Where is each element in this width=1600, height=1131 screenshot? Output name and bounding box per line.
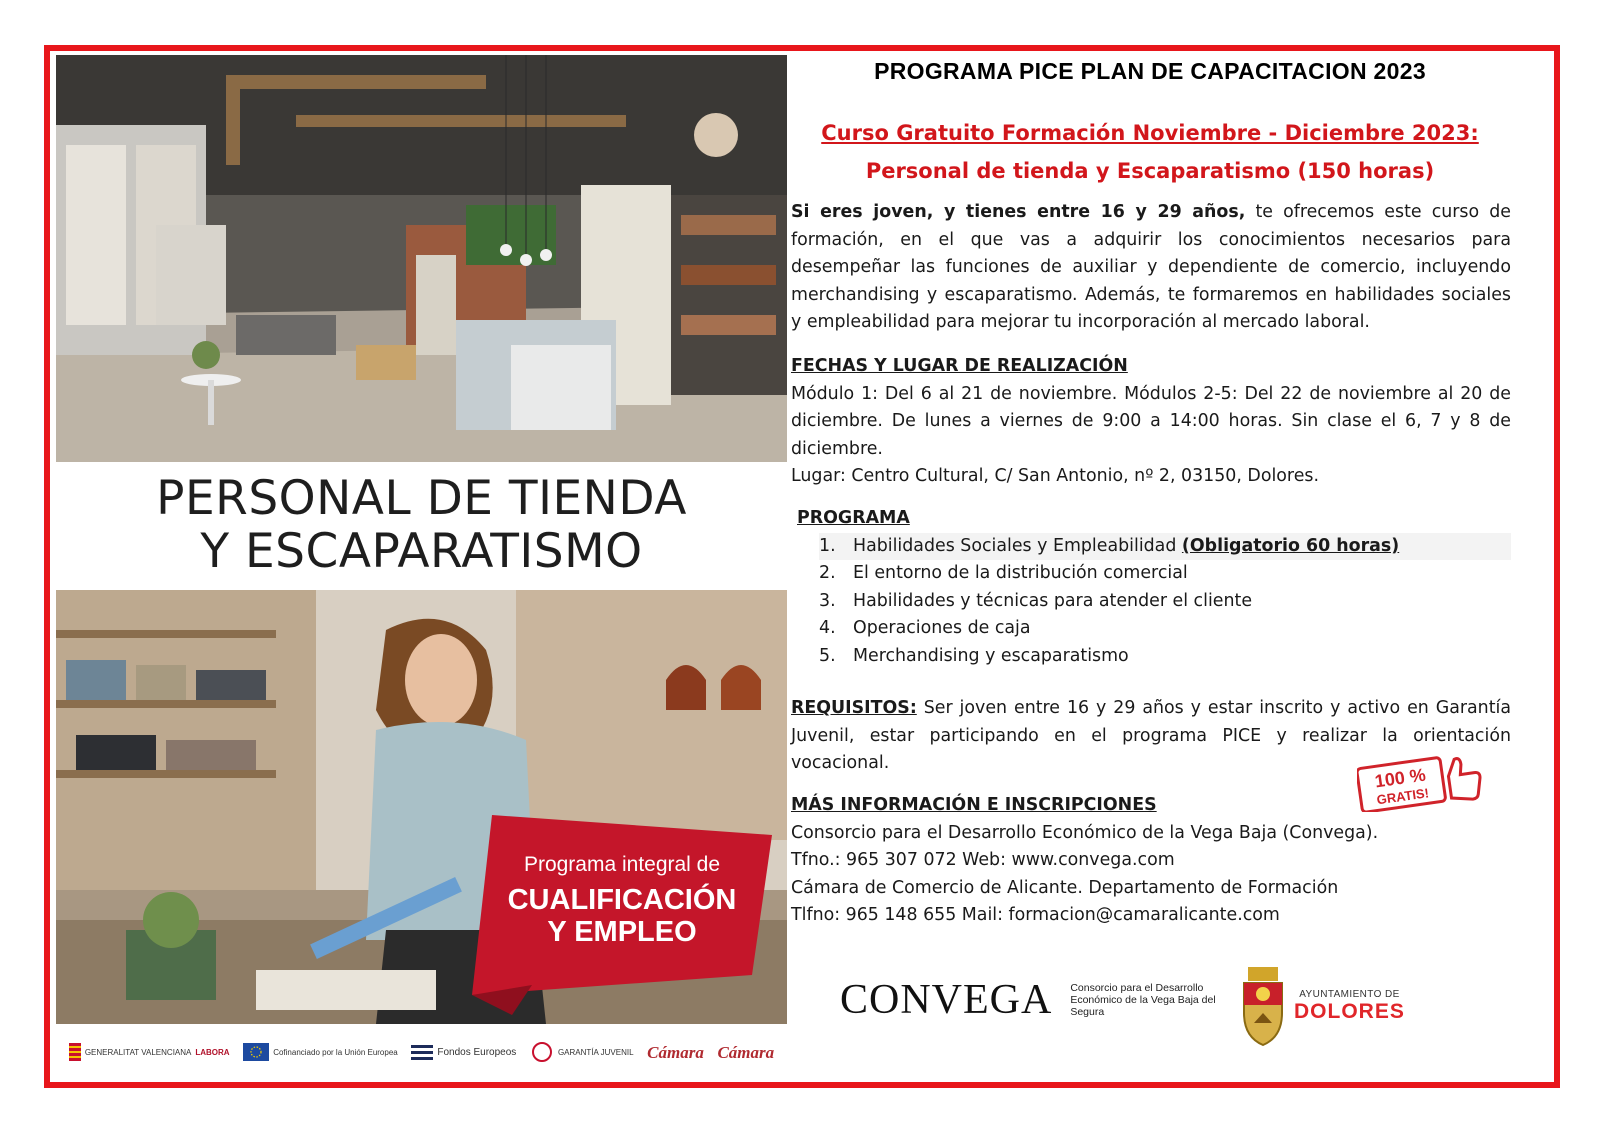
course-poster (56, 55, 787, 1079)
requisitos-text: Ser joven entre 16 y 29 años y estar inscrito y activo en Garantía Juvenil, estar participando en el programa PICE y realizar la orientación vocacional. (791, 698, 1511, 773)
list-item: 2. El entorno de la distribución comercial (819, 563, 1188, 583)
convega-name: CONVEGA (840, 977, 1053, 1023)
list-item: 1. Habilidades Sociales y Empleabilidad (Obligatorio 60 horas) (819, 533, 1511, 561)
eu-flag-logo: Cofinanciado por la Unión Europea (243, 1043, 398, 1061)
ribbon-line2: CUALIFICACIÓN (507, 884, 737, 916)
stamp-line2: GRATIS! (1375, 785, 1430, 808)
page-title: PROGRAMA PICE PLAN DE CAPACITACION 2023 (874, 58, 1426, 84)
info-line1: Consorcio para el Desarrollo Económico de la Vega Baja (Convega). (791, 822, 1379, 843)
sponsor-logos-strip (56, 1035, 787, 1069)
info-line4: Tlfno: 965 148 655 Mail: formacion@camaralicante.com (791, 905, 1280, 925)
fechas-text: Módulo 1: Del 6 al 21 de noviembre. Módulos 2-5: Del 22 de noviembre al 20 de diciembre. De lunes a viernes de 9:00 a 14:00 horas. Sin clase el 6, 7 y 8 de diciembre. (791, 383, 1511, 459)
info-section (791, 792, 1511, 930)
programa-list (819, 533, 1511, 671)
fechas-heading: FECHAS Y LUGAR DE REALIZACIÓN (791, 356, 1128, 376)
dolores-label: DOLORES (1294, 999, 1405, 1023)
coat-of-arms-icon (1240, 965, 1286, 1047)
camara-logo-2: Cámara (717, 1042, 775, 1062)
intro-bold-lead: Si eres joven, y tienes entre 16 y 29 años, (791, 202, 1246, 222)
programa-heading: PROGRAMA (797, 508, 910, 528)
info-line3: Cámara de Comercio de Alicante. Departamento de Formación (791, 877, 1339, 898)
poster-title-line1: PERSONAL DE TIENDA (156, 471, 687, 526)
intro-paragraph (791, 199, 1511, 337)
info-heading: MÁS INFORMACIÓN E INSCRIPCIONES (791, 795, 1157, 815)
list-item: 5. Merchandising y escaparatismo (819, 645, 1129, 666)
lugar-text: Lugar: Centro Cultural, C/ San Antonio, nº 2, 03150, Dolores. (791, 466, 1319, 486)
garantia-juvenil-logo: GARANTÍA JUVENIL (530, 1042, 634, 1062)
ribbon-line1: Programa integral de (523, 853, 721, 876)
subtitle-line1: Curso Gratuito Formación Noviembre - Diciembre 2023: (821, 121, 1479, 145)
ayuntamiento-dolores-logo (1240, 965, 1405, 1047)
requisitos-heading: REQUISITOS: (791, 698, 917, 718)
ayuntamiento-label: AYUNTAMIENTO DE (1299, 988, 1400, 1000)
poster-title (56, 472, 787, 578)
camara-logo-1: Cámara (647, 1042, 704, 1062)
ribbon-line3: Y EMPLEO (547, 916, 697, 948)
programa-section (791, 505, 1511, 670)
convega-logo (840, 976, 1220, 1024)
info-line2: Tfno.: 965 307 072 Web: www.convega.com (791, 850, 1175, 870)
list-item: 4. Operaciones de caja (819, 618, 1031, 638)
list-item: 3. Habilidades y técnicas para atender el cliente (819, 590, 1253, 611)
stamp-line1: 100 % (1373, 764, 1427, 792)
store-interior-photo (56, 55, 787, 462)
convega-desc: Consorcio para el Desarrollo Económico de la Vega Baja del Segura (1070, 982, 1216, 1018)
ribbon-text (492, 852, 752, 948)
intro-text: te ofrecemos este curso de formación, en el que vas a adquirir los conocimientos necesarios para desempeñar las funciones de auxiliar y dependiente de comercio, incluyendo merchandising y escaparatismo. Además, te formaremos en habilidades sociales y empleabilidad para mejorar tu incorporación al mercado laboral. (791, 202, 1511, 332)
fondos-europeos-logo: Fondos Europeos (411, 1043, 516, 1061)
course-subtitle (790, 114, 1510, 190)
subtitle-line2: Personal de tienda y Escaparatismo (150 horas) (865, 159, 1435, 183)
generalitat-logo: GENERALITAT VALENCIANA LABORA (69, 1043, 230, 1061)
shop-assistant-photo (56, 590, 787, 1024)
fechas-section (791, 353, 1511, 491)
poster-title-line2: Y ESCAPARATISMO (200, 524, 643, 579)
